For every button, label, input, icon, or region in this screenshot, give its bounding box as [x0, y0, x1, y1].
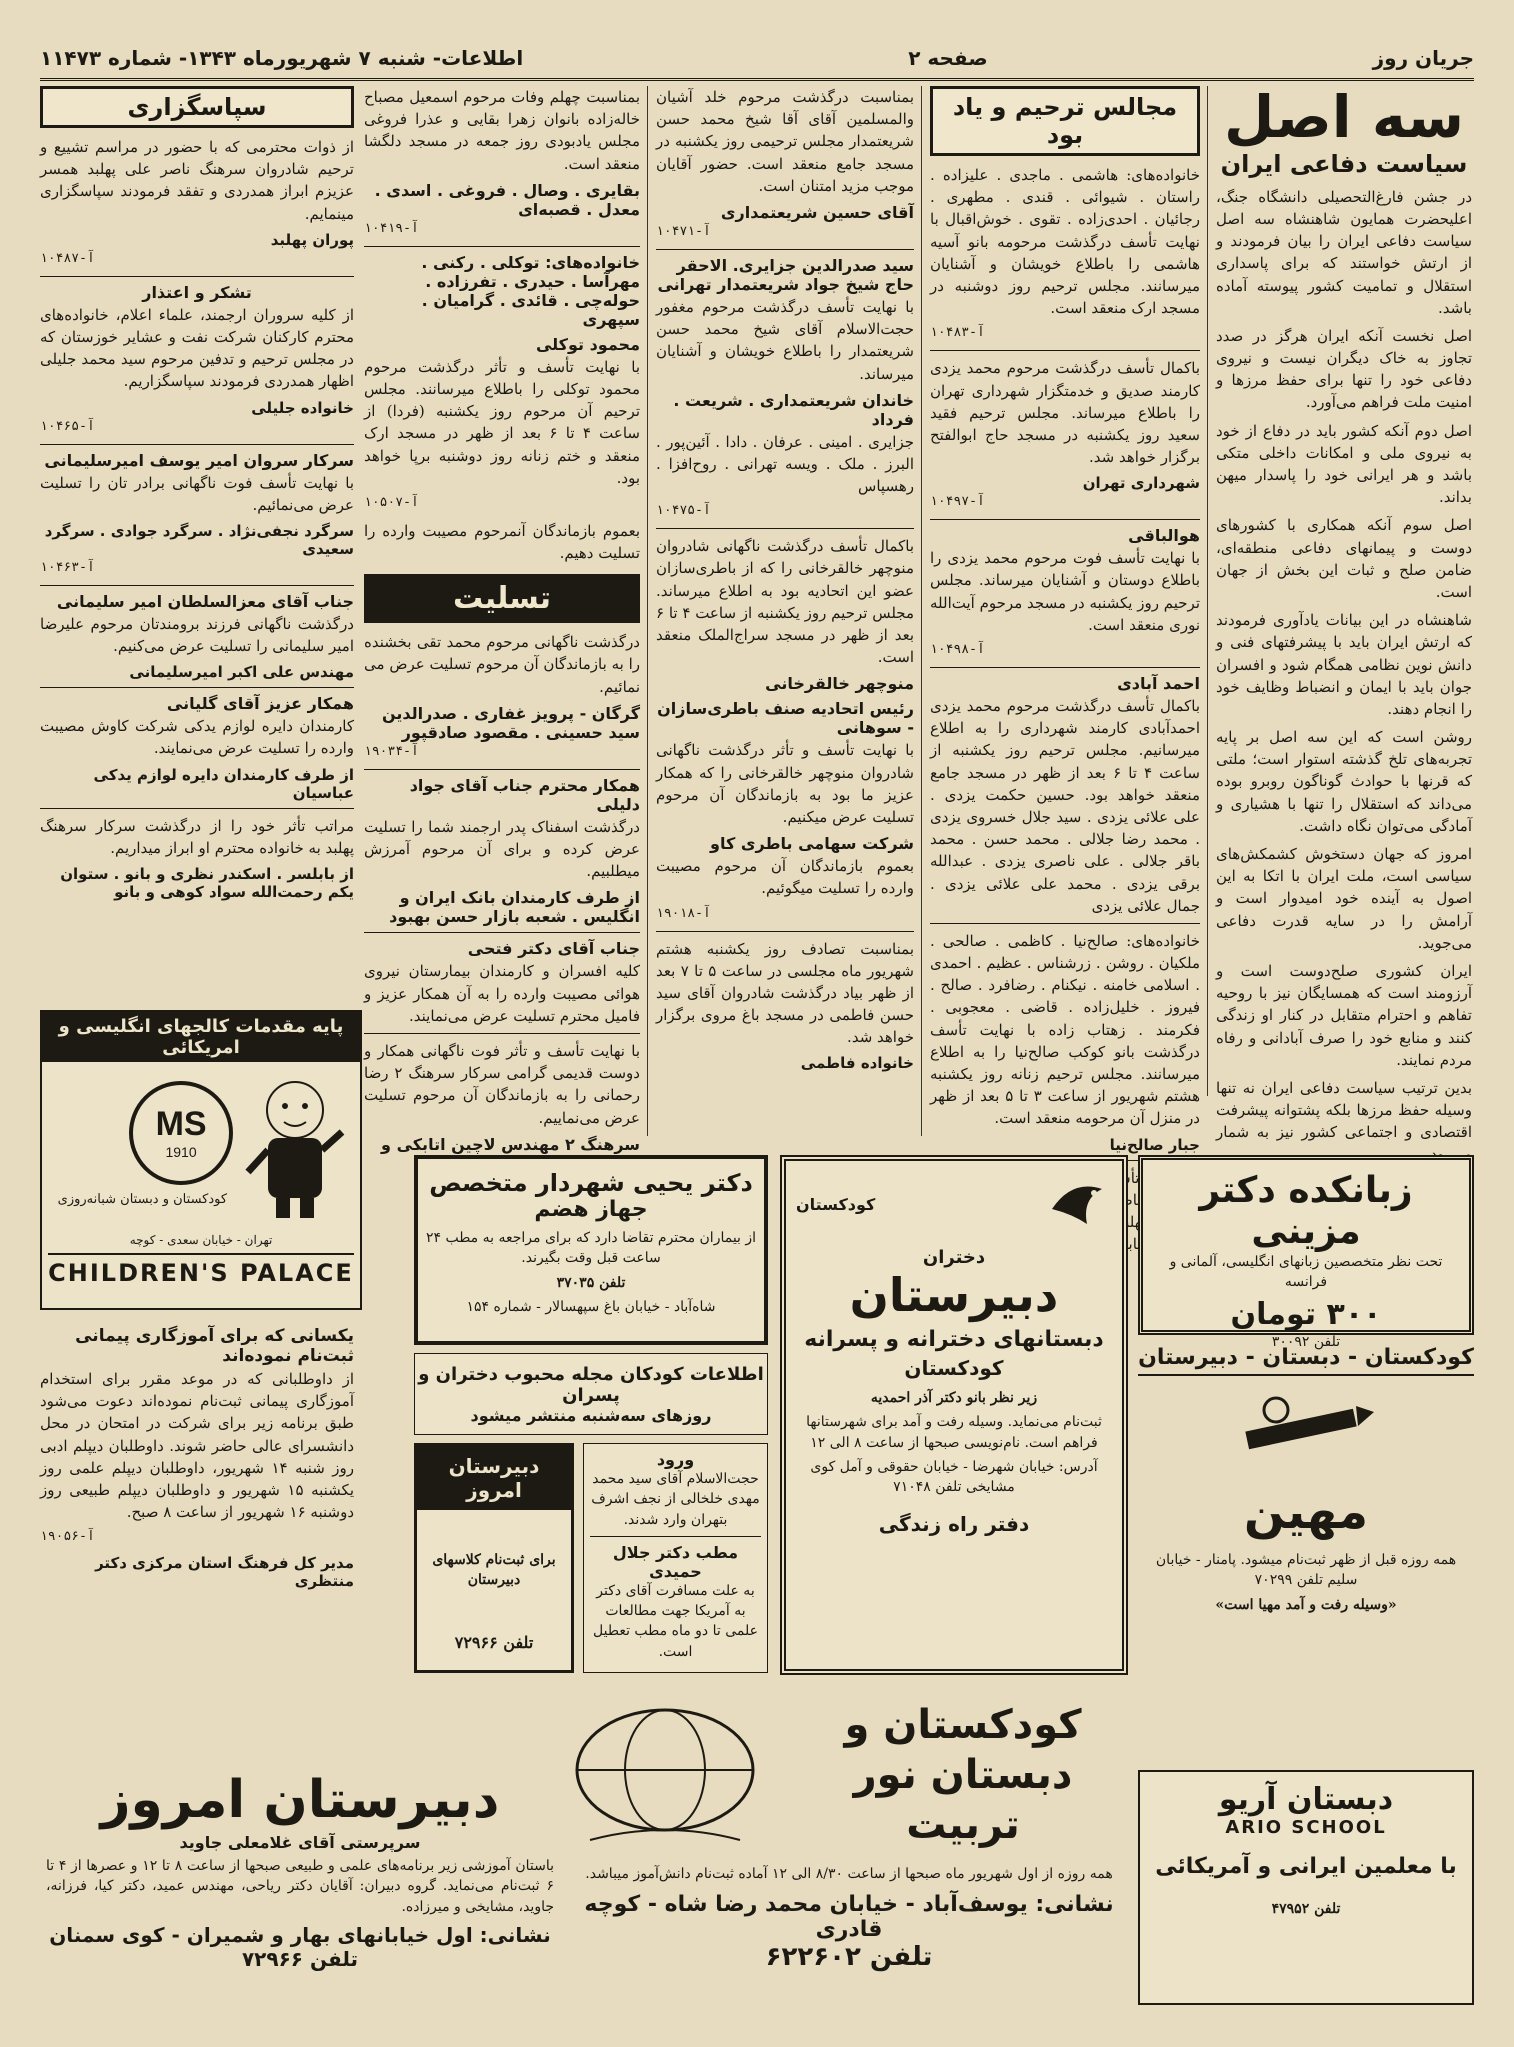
notice-code: آ-۱۹۰۳۴ — [364, 743, 419, 759]
ad-subtitle: روزهای سه‌شنبه منتشر میشود — [470, 1406, 712, 1425]
notices-column-3 — [656, 86, 914, 1126]
notice-title: احمد آبادی — [1117, 674, 1200, 693]
ad-text: ثبت‌نام می‌نماید. وسیله رفت و آمد برای شهرستانها فراهم است. نام‌نویسی صبحها از ساعت ۸ الی ۱۲ — [806, 1414, 1102, 1451]
notice — [930, 674, 1200, 917]
ad-footer: دفتر راه زندگی — [878, 1511, 1030, 1536]
notice-title: جناب آقای معزالسلطان امیر سلیمانی — [56, 591, 354, 611]
thanks-header: سپاسگزاری — [40, 86, 354, 128]
arrival-and-clinic-notice — [583, 1443, 768, 1673]
notice-code: آ-۱۰۴۶۳ — [40, 559, 95, 575]
notice-title: جناب آقای دکتر فتحی — [467, 939, 640, 959]
emrooz-school-big-ad — [40, 1772, 560, 2007]
masthead — [40, 38, 1474, 81]
ad-title: مهین — [1243, 1484, 1369, 1540]
notice-signature: از طرف کارمندان دایره لوازم یدکی عباسیان — [93, 765, 354, 802]
notice-title: مطب دکتر جلال حمیدی — [612, 1542, 739, 1581]
notice-text: درگذشت ناگهانی مرحوم محمد تقی بخشنده را به بازماندگان آن مرحوم تسلیت عرض می نمائیم. — [364, 633, 640, 696]
editorial-column — [1216, 83, 1472, 1142]
language-institute-ad — [1138, 1155, 1474, 1350]
bird-logo-icon — [1042, 1169, 1112, 1239]
ad-line: دبستانهای دخترانه و پسرانه — [804, 1327, 1104, 1353]
ad-title: پایه مقدمات کالجهای انگلیسی و امریکائی — [42, 1012, 360, 1062]
ad-phone: تلفن ۳۷۰۳۵ — [556, 1274, 626, 1291]
ad-phone: تلفن ۷۲۹۶۶ — [454, 1632, 534, 1652]
ad-title: دبستان آریو — [1218, 1782, 1394, 1817]
ad-text: همه روزه از اول شهریور ماه صبحها از ساعت ۸/۳۰ الی ۱۲ آماده ثبت‌نام دانش‌آموز میباشد. — [585, 1866, 1113, 1882]
editorial-title: سه اصل — [1223, 83, 1465, 151]
notice-text: از کلیه سروران ارجمند، علماء اعلام، خانواده‌های محترم کارکنان شرکت نفت و عشایر خوزستان که در مجلس ترحیم و تدفین مرحوم سید محمد جلیلی اظهار همدردی فرمودند سپاسگزاریم. — [40, 305, 354, 391]
notice-code: آ-۱۹۰۱۸ — [656, 905, 711, 921]
issue-info: اطلاعات- شنبه ۷ شهریورماه ۱۳۴۳- شماره ۱۱۴۷۳ — [40, 46, 524, 70]
notice-signature: از بابلسر . اسکندر نظری و بانو . ستوان یکم رحمت‌الله سواد کوهی و بانو — [60, 865, 354, 901]
ad-address: تهران - خیابان سعدی - کوچه — [129, 1233, 273, 1247]
notice — [364, 631, 640, 759]
notice-text: باکمال تأسف درگذشت مرحوم محمد یزدی کارمند صدیق و خدمتگزار شهرداری تهران را باطلاع میرساند. مجلس ترحیم فقید سعید روز یکشنبه در مسجد حاج ابوالفتح برگزار خواهد شد. — [930, 359, 1200, 467]
emrooz-school-small-ad — [414, 1443, 574, 1673]
ad-title: کودکستان و دبستان نور تربیت — [844, 1702, 1082, 1848]
notice-title: تشکر و اعتذار — [142, 282, 252, 302]
notice — [40, 136, 354, 266]
notice-text: کلیه افسران و کارمندان بیمارستان نیروی هوائی مصیبت وارده را به آن همکار عزیز و فامیل محترم تسلیت عرض می‌نمایند. — [364, 962, 640, 1025]
ad-text: همه روزه قبل از ظهر ثبت‌نام میشود. پامنار - خیابان سلیم تلفن ۷۰۲۹۹ — [1155, 1552, 1457, 1589]
editorial-body — [1216, 186, 1472, 1166]
notice — [364, 776, 640, 927]
ad-supervisor: زیر نظر بانو دکتر آذر احمدیه — [870, 1390, 1038, 1407]
notice-title: آقای حسین شریعتمداری — [720, 202, 914, 222]
ad-subtitle: تحت نظر متخصصین زبانهای انگلیسی، آلمانی و فرانسه — [1169, 1254, 1443, 1291]
notice-title: گرگان - پرویز غفاری . صدرالدین سید حسینی . مقصود صادقپور — [381, 703, 640, 742]
ad-latin-title: ARIO SCHOOL — [1225, 1817, 1387, 1838]
child-illustration-icon — [240, 1072, 350, 1222]
notice-text: به علت مسافرت آقای دکتر به آمریکا جهت مطالعات علمی تا دو ماه مطب تعطیل است. — [593, 1582, 758, 1660]
notice-code: آ-۱۰۴۹۸ — [930, 642, 985, 657]
ad-subtitle: با معلمین ایرانی و آمریکائی — [1155, 1854, 1457, 1879]
condolence-header: تسلیت — [364, 574, 640, 623]
notice-signature: جبار صالح‌نیا — [1109, 1135, 1200, 1154]
notice-code: آ-۱۹۰۵۶ — [40, 1529, 95, 1545]
notice-text: باکمال تأسف درگذشت مرحوم محمد یزدی احمدآبادی کارمند شهرداری را به اطلاع میرسانیم. مجلس ترحیم روز یکشنبه از ساعت ۴ تا ۶ بعد از ظهر در مسجد جامع منعقد خواهد بود. حسین حکمت یزدی . علی علائی یزدی . سید جلال خسروی یزدی . محمد رضا جلالی . محمد حسن . محمد باقر جلالی . علی ناصری یزدی . عبدالله برقی یزدی . محمد علی علائی یزدی . جمال علائی یزدی — [930, 697, 1200, 915]
notice-signature: پوران پهلبد — [270, 230, 354, 249]
notice-title: سید صدرالدین جزایری. الاحقر حاج شیخ جواد شریعتمدار تهرانی — [657, 255, 914, 294]
page-number: صفحه ۲ — [908, 46, 988, 70]
notice — [364, 253, 640, 565]
notice-text: با نهایت تأسف درگذشت مرحوم مغفور حجت‌الاسلام آقای شیخ محمد حسن شریعتمدار را باطلاع خویشان و آشنایان میرساند. — [656, 297, 914, 383]
notice — [930, 164, 1200, 340]
ad-subtitle: سرپرستی آقای غلامعلی جاوید — [179, 1833, 421, 1853]
notice — [40, 694, 354, 801]
notice-code: آ-۱۰۴۸۳ — [930, 325, 985, 341]
notice-text: مراتب تأثر خود را از درگذشت سرکار سرهنگ پهلبد به خانواده محترم او ابراز میداریم. — [40, 816, 354, 857]
notice-code: آ-۱۰۵۰۷ — [364, 494, 419, 510]
ad-address: نشانی: یوسف‌آباد - خیابان محمد رضا شاه - کوچه قادری — [584, 1892, 1114, 1943]
notice — [656, 938, 914, 1073]
notice — [364, 86, 640, 236]
notice-text: با نهایت تأسف فوت مرحوم محمد یزدی را باطلاع دوستان و آشنایان میرساند. مجلس ترحیم روز یکشنبه در مسجد مرحوم آیت‌الله نوری منعقد است. — [930, 549, 1200, 634]
notice — [40, 451, 354, 575]
notice-title: محمود توکلی — [535, 334, 640, 354]
ad-phone: تلفن ۴۷۹۵۲ — [1271, 1901, 1341, 1917]
notice-code: آ-۱۰۴۹۷ — [930, 494, 985, 510]
ad-kind: کودکستان — [904, 1356, 1004, 1381]
notice-text: از ذوات محترمی که با حضور در مراسم تشییع و ترحیم شادروان سرهنگ ناصر علی پهلبد همسر عزیزم ابراز همدردی و تفقد فرمودند سپاسگزاری مینمایم. — [40, 138, 354, 223]
notice-code: آ-۱۰۴۱۹ — [364, 220, 419, 236]
notice-code: آ-۱۰۴۸۷ — [40, 250, 95, 266]
kids-magazine-ad — [414, 1353, 768, 1435]
girls-school-ad — [780, 1155, 1128, 1675]
editorial-paragraph: بدین ترتیب سیاست دفاعی ایران نه تنها وسیله حفظ مرزها بلکه پشتوانه پیشرفت اقتصادی و اجتماعی کشور نیز به شمار — [1216, 1078, 1472, 1142]
notice-text: بمناسبت درگذشت مرحوم خلد آشیان والمسلمین آقای آقا شیخ محمد حسن شریعتمدار مجلس ترحیمی روز یکشنبه در مسجد جامع منعقد است. حضور آقایان موجب مزید امتنان است. — [656, 88, 914, 195]
ad-tag: کودکستان — [796, 1194, 876, 1214]
notice-text: بعموم بازماندگان آن مرحوم مصیبت وارده را تسلیت میگوئیم. — [656, 857, 914, 898]
notice-title: شرکت سهامی باطری کاو — [710, 834, 914, 854]
ad-title: زبانکده دکتر مزینی — [1199, 1170, 1413, 1252]
notice-signature: مدیر کل فرهنگ استان مرکزی دکتر منتظری — [95, 1554, 354, 1591]
notice-signature: سرگرد نجفی‌نژاد . سرگرد جوادی . سرگرد سعیدی — [44, 521, 354, 558]
notice-title: منوچهر خالقرخانی — [765, 674, 914, 694]
column-divider — [647, 86, 648, 1136]
notice-text: درگذشت اسفناک پدر ارجمند شما را تسلیت عرض کرده و برای آن مرحوم آمرزش میطلبیم. — [364, 817, 640, 881]
notice-text: پهلبد بابل — [1117, 1212, 1146, 1254]
notice-title: سرهنگ ۲ مهندس لاچین اتابکی و — [381, 1134, 640, 1154]
ad-text: از بیماران محترم تقاضا دارد که برای مراجعه به مطب ۲۴ ساعت قبل وقت بگیرند. — [425, 1230, 757, 1267]
editorial-paragraph: اصل دوم آنکه کشور باید در دفاع از خود به نیروی ملی و امکانات داخلی متکی باشد و هر ایرانی خود را پاسدار میهن بداند. — [1216, 421, 1472, 507]
editorial-paragraph: روشن است که این سه اصل بر پایه تجربه‌های تلخ گذشته استوار است؛ ملتی که قرنها با حوادث گوناگون روبرو بوده می‌داند که استقلال را تنها با هشیاری و آمادگی می‌توان نگاه داشت. — [1216, 728, 1472, 835]
ad-address: شاه‌آباد - خیابان باغ سپهسالار - شماره ۱۵۴ — [466, 1298, 716, 1315]
notice — [930, 930, 1200, 1154]
thanks-column — [40, 86, 354, 996]
ad-price: ۳۰۰ تومان — [1230, 1296, 1382, 1332]
ad-title: دبیرستان امروز — [417, 1446, 571, 1510]
ad-subtitle: جهاز هضم — [534, 1197, 648, 1222]
ad-address: آدرس: خیابان شهرضا - خیابان حقوقی و آمل کوی مشایخی تلفن ۷۱۰۴۸ — [810, 1459, 1098, 1496]
editorial-subtitle: سیاست دفاعی ایران — [1220, 149, 1468, 178]
editorial-paragraph: در جشن فارغ‌التحصیلی دانشگاه جنگ، اعلیحضرت همایون شاهنشاه سه اصل سیاست دفاعی ایران را بیان فرمودند و از ارتش خواستند که برای پاسداری استقلال و تمامیت کشور پیوسته آماده باشد. — [1216, 187, 1472, 317]
column-divider — [1207, 86, 1208, 1096]
ad-subtitle: دختران — [922, 1247, 986, 1268]
ad-address: نشانی: اول خیابانهای بهار و شمیران - کوی سمنان تلفن ۷۲۹۶۶ — [49, 1923, 551, 1972]
notice — [656, 391, 914, 519]
notice-signature: خانواده فاطمی — [800, 1054, 914, 1073]
ad-kinds: کودکستان - دبستان - دبیرستان — [1138, 1345, 1474, 1376]
notice — [930, 526, 1200, 657]
noor-tarbiat-ad — [570, 1700, 1128, 2010]
editorial-paragraph: ایران کشوری صلح‌دوست است و آرزومند است که همسایگان نیز با روحیه تفاهم و احترام متقابل در کنار او زندگی کنند و منابع خود را صرف آبادانی و رفاه مردم نمایند. — [1216, 961, 1472, 1069]
memorials-column — [930, 86, 1200, 1254]
notice-signature: شهرداری تهران — [1082, 474, 1200, 493]
notice-title: همکار محترم جناب آقای جواد دلیلی — [409, 775, 640, 814]
ad-subtitle: برای ثبت‌نام کلاسهای دبیرستان — [432, 1552, 556, 1589]
globe-logo-icon — [570, 1700, 760, 1850]
editorial-paragraph: شاهنشاه در این بیانات یادآوری فرمودند که ارتش ایران باید با پیشرفتهای فنی و دانش نوین نظامی همگام شود و افسران جوان باید با ایمان و انضباط وظایف خود را انجام دهند. — [1216, 611, 1472, 718]
pencil-girl-icon — [1236, 1390, 1376, 1470]
notice — [656, 256, 914, 385]
notice-text: بمناسبت چهلم وفات مرحوم اسمعیل مصباح خاله‌زاده بانوان زهرا بقایی و عذرا فروغی مجلس یادبودی روز جمعه در مسجد دلگشا منعقد است. — [364, 88, 640, 173]
memorials-header: مجالس ترحیم و یاد بود — [930, 86, 1200, 156]
ad-phone: تلفن ۳۰۰۹۲ — [1271, 1333, 1341, 1350]
section-name: جریان روز — [1372, 46, 1474, 70]
editorial-paragraph: اصل سوم آنکه همکاری با کشورهای دوست و پیمانهای دفاعی منطقه‌ای، ضامن صلح و ثبات این بخش از جهان است. — [1216, 516, 1472, 601]
notice — [364, 1040, 640, 1173]
notice-title: بقایری . وصال . فروغی . اسدی . معدل . قصبه‌ای — [374, 180, 640, 219]
notice-title: سرکار سروان امیر یوسف امیرسلیمانی — [44, 450, 354, 470]
ad-info: کودکستان و دبستان شبانه‌روزی — [57, 1191, 228, 1207]
notice — [656, 535, 914, 693]
notice-code: آ-۱۰۴۷۵ — [656, 503, 711, 519]
ad-latin-title: CHILDREN'S PALACE — [48, 1253, 354, 1287]
notice-text: بعموم بازماندگان آنمرحوم مصیبت وارده را تسلیت دهیم. — [364, 521, 640, 563]
notice-signature: خانواده جلیلی — [251, 398, 354, 417]
notice-text: حجت‌الاسلام آقای سید محمد مهدی خلخالی از نجف اشرف بتهران وارد شدند. — [591, 1471, 760, 1528]
notices-column-4 — [364, 86, 640, 1154]
ario-school-ad — [1138, 1770, 1474, 2005]
editorial-paragraph: اصل نخست آنکه ایران هرگز در صدد تجاوز به خاک دیگران نیست و نیروی دفاعی خود را تنها برای حفظ مرزها و امنیت ملت فراهم می‌آورد. — [1216, 326, 1472, 412]
notice-title: خانواده‌های: توکلی . رکنی . مهرآسا . حیدری . تفرزاده . حوله‌چی . قائدی . گرامیان . سپهری — [421, 252, 640, 329]
notice — [656, 86, 914, 239]
notice — [40, 592, 354, 681]
notice-text: از داوطلبانی که در موعد مقرر برای استخدام آموزگاری پیمانی ثبت‌نام نموده‌اند دعوت می‌شود طبق برنامه زیر برای شرکت در امتحان در محل دانشسرای عالی حاضر شوند. داوطلبان دیپلم ادبی روز شنبه ۱۴ شهریور، داوطلبان دیپلم علمی روز یکشنبه ۱۵ شهریور و داوطلبان دیپلم طبیعی روز دوشنبه ۱۶ شهریور از ساعت ۸ صبح. — [40, 1370, 355, 1522]
notice-title: هوالباقی — [1128, 526, 1200, 546]
notice-title: همکار عزیز آقای گلیانی — [166, 694, 354, 714]
notice-title: یکسانی که برای آموزگاری پیمانی ثبت‌نام نموده‌اند — [75, 1326, 354, 1366]
notice-title: ورود — [656, 1450, 695, 1469]
notice-text: کارمندان دایره لوازم یدکی شرکت کاوش مصیبت وارده را تسلیت عرض می‌نمایند. — [40, 717, 354, 758]
notice-code: آ-۱۰۴۷۱ — [656, 223, 711, 239]
notice-text: با نهایت تأسف فوت ناگهانی برادر تان را تسلیت عرض می‌نمائیم. — [40, 473, 354, 514]
notice-text: با نهایت تأسف و تأثر درگذشت مرحوم محمود توکلی را باطلاع میرسانند. مجلس ترحیم آن مرحوم روز یکشنبه (فردا) از ساعت ۴ تا ۶ بعد از ظهر در مسجد ارک منعقد و ختم زنانه روز دوشنبه برپا خواهد بود. — [364, 357, 640, 487]
ad-phone: تلفن ۶۲۲۶۰۲ — [765, 1942, 933, 1973]
notice-text: خانواده‌های: صالح‌نیا . کاظمی . صالحی . ملکیان . روشن . زرشناس . عظیم . احمدی . اسلامی خامنه . نیکنام . رضافرد . صالح . فیروز . خلیل‌زاده . قاضی . معجوبی . فکرمند . زهتاب زاده با نهایت تأسف درگذشت بانو کوکب صالح‌نیا را به اطلاع میرسانند. مجلس ترحیم زنانه روز یکشنبه هشتم شهریور از ساعت ۳ تا ۵ بعد از ظهر در منزل آن مرحومه منعقد است. — [930, 931, 1200, 1128]
notice-text: خانواده‌های: هاشمی . ماجدی . علیزاده . راستان . شیوائی . قندی . مطهری . رجائیان . احدی‌زاده . تقوی . خوش‌اقبال با نهایت تأسف درگذشت مرحومه بانو آسیه هاشمی را باطلاع خویشان و آشنایان میرسانند. مجلس ترحیم روز دوشنبه در مسجد ارک منعقد است. — [930, 166, 1200, 318]
notice-title: رئیس اتحادیه صنف باطری‌سازان - سوهانی — [657, 699, 914, 738]
column-divider — [921, 86, 922, 1136]
notice — [930, 357, 1200, 509]
ad-title: دبیرستان امروز — [100, 1770, 500, 1830]
notice — [364, 939, 640, 1027]
childrens-palace-ad — [40, 1010, 362, 1310]
notice — [40, 283, 354, 434]
mahin-school-ad — [1138, 1345, 1474, 1675]
notice — [40, 815, 354, 901]
notice-title: خاندان شریعتمداری . شریعت . فرداد — [673, 390, 914, 429]
notice-text: درگذشت ناگهانی فرزند برومندتان مرحوم علیرضا امیر سلیمانی را تسلیت عرض می‌کنیم. — [40, 614, 354, 656]
ad-title: دکتر یحیی شهردار متخصص — [429, 1169, 753, 1197]
notice-text: با نهایت تأسف و تأثر درگذشت ناگهانی شادروان منوچهر خالقرخانی را که همکار عزیز ما بود به بازماندگان آن مرحوم تسلیت عرض میکنیم. — [656, 741, 914, 826]
doctor-shahrdar-ad — [414, 1155, 768, 1345]
notice — [656, 699, 914, 828]
ms-logo: MS 1910 — [129, 1081, 233, 1185]
notice-code: آ-۱۰۴۶۵ — [40, 418, 95, 434]
ad-title: اطلاعات کودکان مجله محبوب دختران و پسران — [418, 1364, 764, 1406]
notice-text: باکمال تأسف درگذشت ناگهانی شادروان منوچهر خالقرخانی را که از باطری‌سازان عضو این اتحادیه بود به اطلاع میرساند. مجلس ترحیم روز یکشنبه از ساعت ۴ تا ۶ بعد از ظهر در مسجد سراج‌الملک منعقد است. — [656, 537, 914, 667]
notice-text: جزایری . امینی . عرفان . دادا . آئین‌پور . البرز . ملک . ویسه تهرانی . روح‌افزا . رهسپاس — [656, 432, 914, 496]
ad-title: دبیرستان — [849, 1268, 1059, 1322]
notice — [656, 834, 914, 920]
notice-signature: مهندس علی اکبر امیرسلیمانی — [129, 663, 354, 682]
teachers-exam-notice — [40, 1320, 354, 1760]
ad-note: «وسیله رفت و آمد مهیا است» — [1215, 1596, 1397, 1613]
notice-title: از طرف کارمندان بانک ایران و انگلیس . شعبه بازار حسن بهبود — [389, 888, 640, 927]
ad-text: باستان آموزشی زیر برنامه‌های علمی و طبیعی صبحها از ساعت ۸ تا ۱۲ و عصرها از ۴ تا ۶ ثبت‌نام می‌نماید. گروه دبیران: آقایان دکتر ریاحی، مهندس عمید، دکتر کیا، فرزانه، جاوید، مشایخی و میرزاده. — [46, 1858, 554, 1915]
notice-text: با نهایت تأسف و تأثر فوت ناگهانی همکار و دوست قدیمی گرامی سرکار سرهنگ ۲ رضا رحمانی را به بازماندگان آن مرحوم تسلیت عرض می‌نماییم. — [364, 1041, 640, 1127]
notice-text: بمناسبت تصادف روز یکشنبه هشتم شهریور ماه مجلسی در ساعت ۵ تا ۷ بعد از ظهر بیاد درگذشت شادروان آقای سید حسن فاطمی در مسجد باغ مروی برگزار خواهد شد. — [656, 939, 914, 1047]
editorial-paragraph: امروز که جهان دستخوش کشمکش‌های سیاسی است، ملت ایران با اتکا به این اصول به آینده خود امیدوار است و آرامش را در سایه قدرت دفاعی می‌جوید. — [1216, 845, 1472, 952]
